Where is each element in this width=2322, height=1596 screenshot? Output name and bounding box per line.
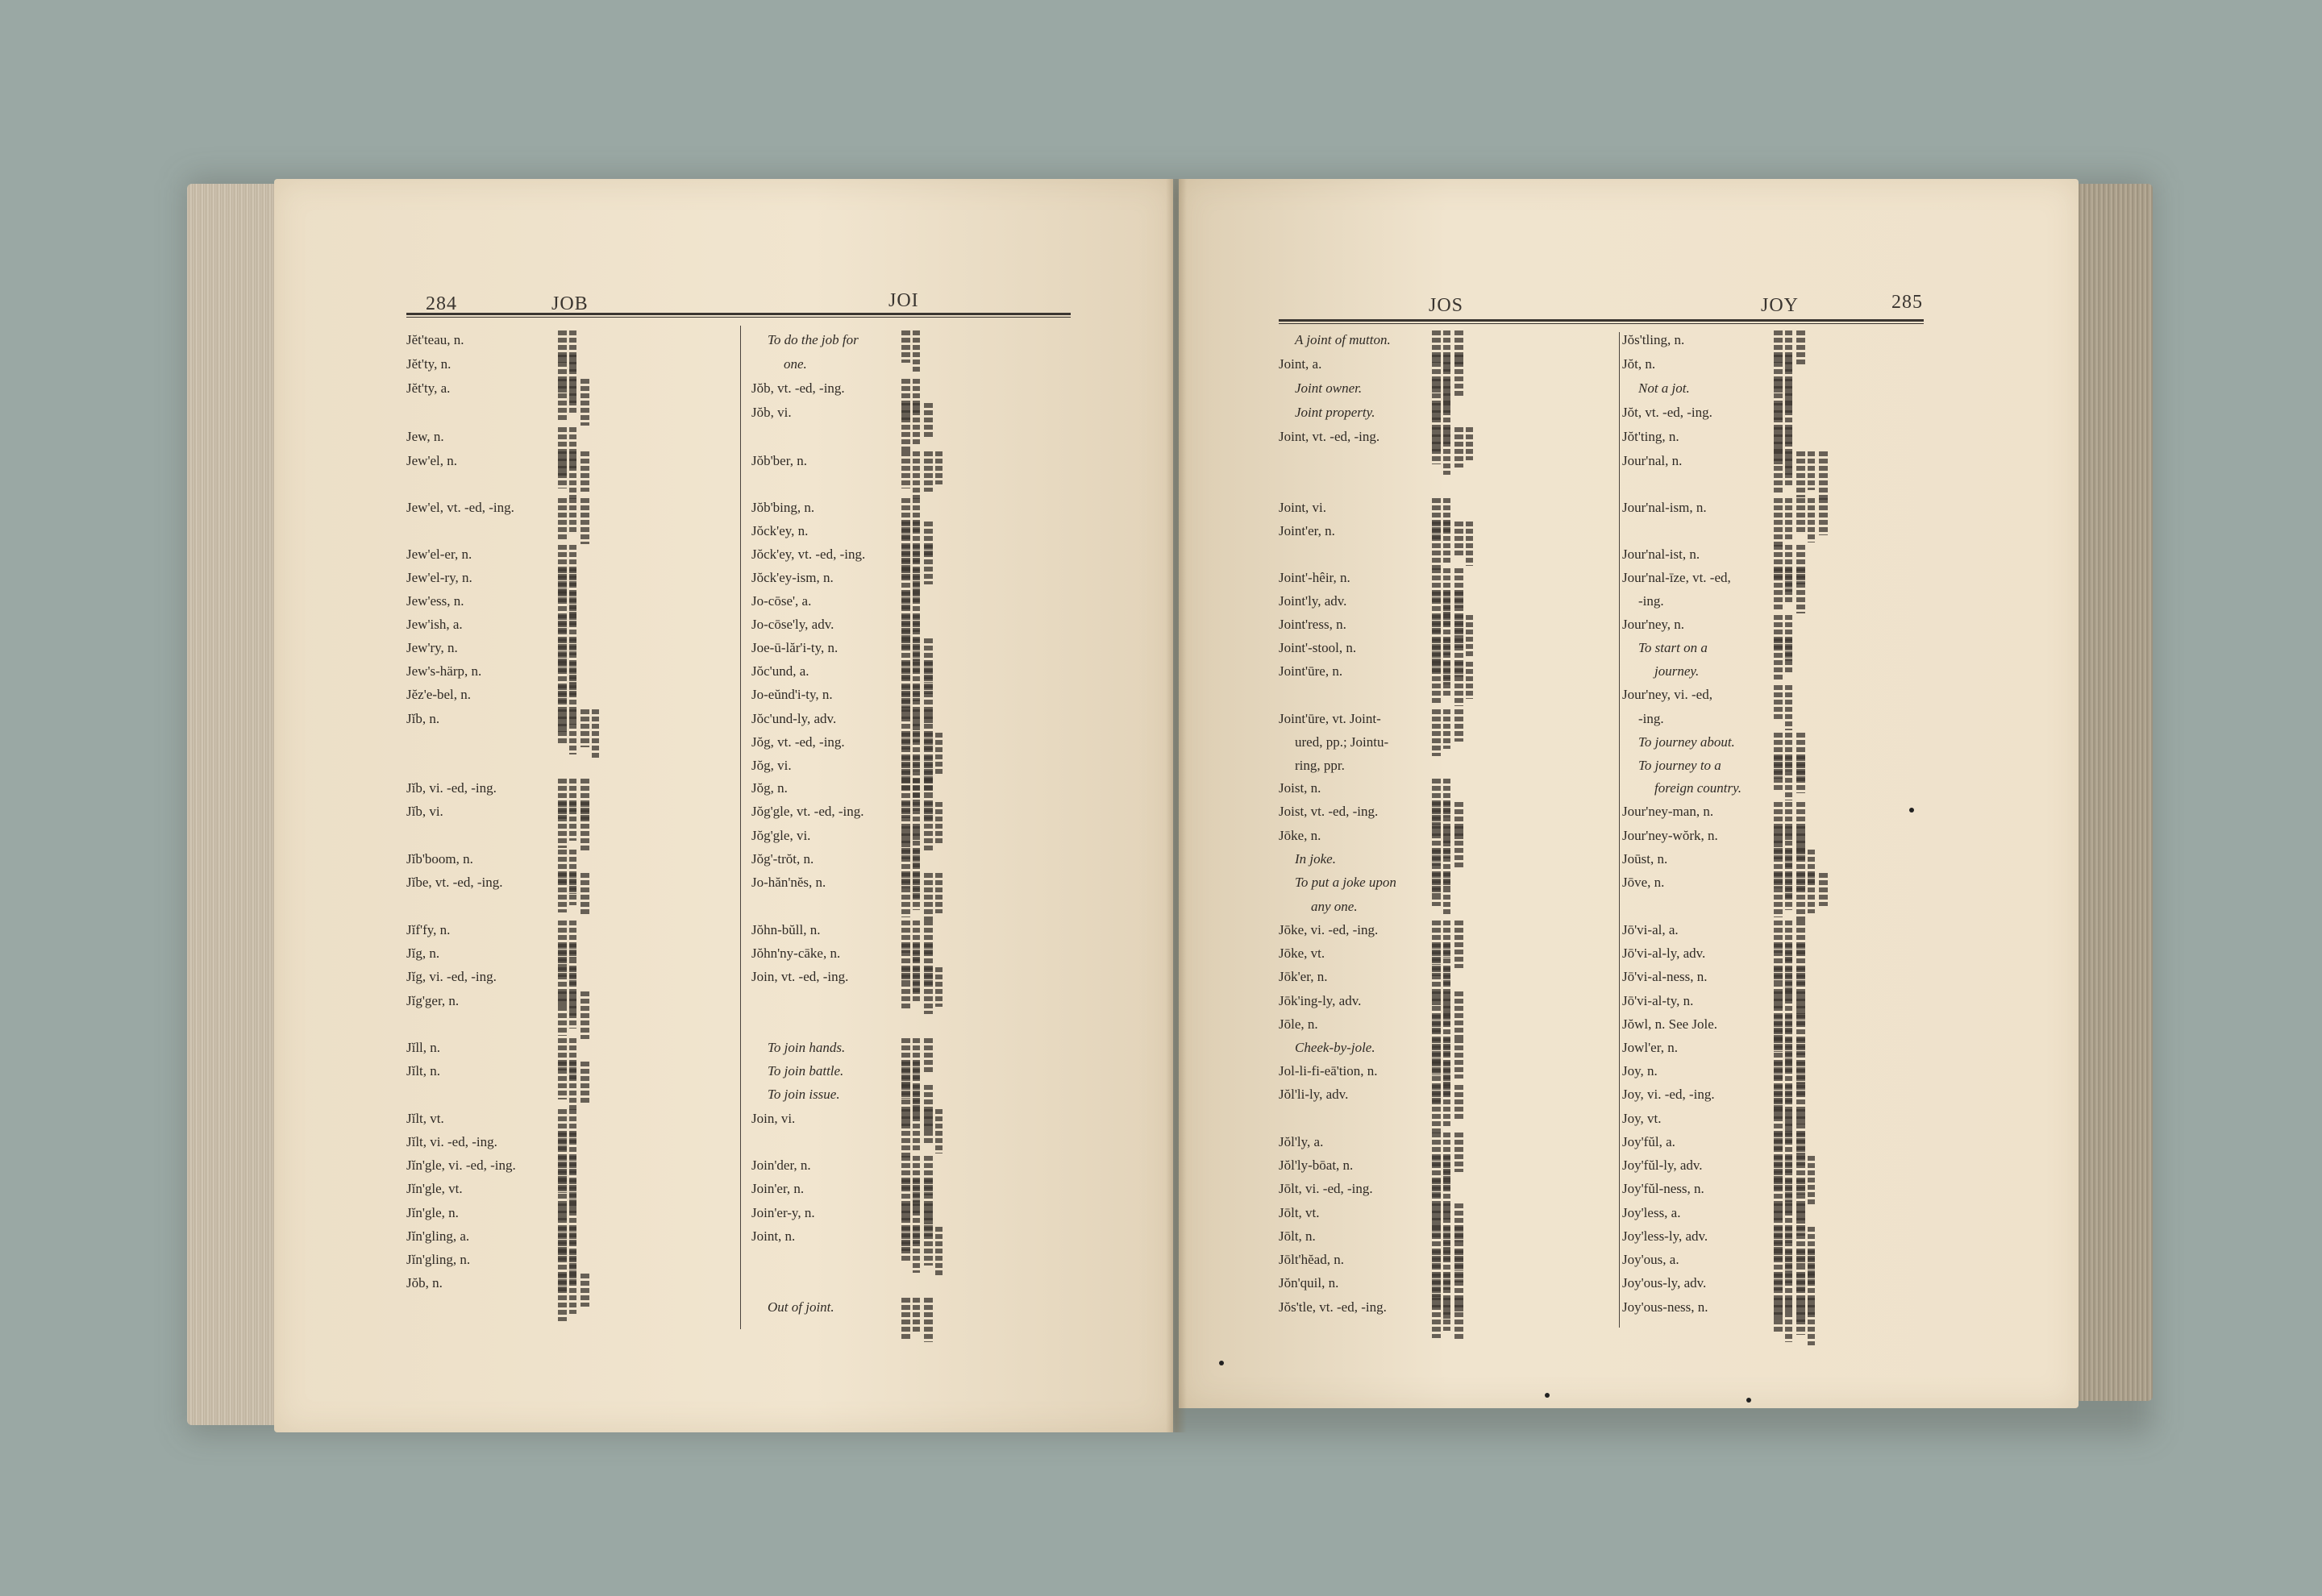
japanese-gloss-column bbox=[1432, 1298, 1441, 1338]
japanese-gloss-column bbox=[1432, 522, 1441, 570]
japanese-gloss-column bbox=[1443, 662, 1450, 696]
japanese-gloss-column bbox=[580, 873, 589, 916]
japanese-gloss-column bbox=[1808, 1298, 1815, 1345]
dictionary-headword: Jōve, n. bbox=[1622, 875, 1665, 890]
dictionary-headword: Jŏs'tle, vt. -ed, -ing. bbox=[1279, 1299, 1387, 1315]
japanese-gloss-column bbox=[1808, 873, 1815, 913]
ink-speck bbox=[1219, 1361, 1224, 1365]
japanese-gloss-column bbox=[901, 403, 910, 452]
dictionary-headword: Joy'less-ly, adv. bbox=[1622, 1228, 1708, 1244]
dictionary-headword: Jĭg, vi. -ed, -ing. bbox=[406, 969, 497, 984]
dictionary-headword: Joy'ous-ly, adv. bbox=[1622, 1275, 1707, 1291]
dictionary-headword: Jĭb, n. bbox=[406, 711, 440, 726]
japanese-gloss-column bbox=[558, 379, 567, 422]
japanese-gloss-column bbox=[1785, 873, 1792, 910]
japanese-gloss-column bbox=[569, 709, 576, 754]
japanese-gloss-column bbox=[580, 379, 589, 426]
japanese-gloss-column bbox=[901, 451, 910, 488]
japanese-gloss-column bbox=[1774, 498, 1783, 547]
japanese-gloss-column bbox=[901, 1227, 910, 1262]
dictionary-headword: Joy, vt. bbox=[1622, 1111, 1662, 1126]
japanese-gloss-column bbox=[569, 802, 576, 841]
japanese-gloss-column bbox=[935, 967, 943, 1007]
dictionary-headword: Jōke, n. bbox=[1279, 828, 1321, 843]
japanese-gloss-column bbox=[580, 709, 589, 747]
japanese-gloss-column bbox=[1454, 522, 1463, 555]
japanese-gloss-column bbox=[569, 379, 576, 415]
page-edges-left bbox=[187, 184, 284, 1425]
japanese-gloss-column bbox=[1796, 498, 1805, 532]
japanese-gloss-column bbox=[580, 991, 589, 1039]
japanese-gloss-column bbox=[1819, 498, 1828, 535]
dictionary-headword: Jour'nal-īze, vt. -ed, bbox=[1622, 570, 1731, 585]
dictionary-headword: Jĭb, vi. -ed, -ing. bbox=[406, 780, 497, 796]
japanese-gloss-column bbox=[1466, 522, 1473, 566]
dictionary-headword: Jŏck'ey-ism, n. bbox=[751, 570, 834, 585]
japanese-gloss-column bbox=[1774, 638, 1783, 680]
dictionary-headword: Join'der, n. bbox=[751, 1158, 811, 1173]
dictionary-headword: Joe-ū-lăr'i-ty, n. bbox=[751, 640, 838, 655]
ink-speck bbox=[1909, 808, 1914, 813]
page-edges-right bbox=[2076, 184, 2153, 1401]
japanese-gloss-column bbox=[580, 1274, 589, 1307]
japanese-gloss-column bbox=[1808, 1156, 1815, 1205]
japanese-gloss-column bbox=[1785, 638, 1792, 672]
left-guide-word-last: JOI bbox=[888, 290, 919, 311]
dictionary-headword: Jour'nal-ism, n. bbox=[1622, 500, 1707, 515]
dictionary-headword: Joy'less, a. bbox=[1622, 1205, 1681, 1220]
japanese-gloss-column bbox=[1443, 873, 1450, 916]
japanese-gloss-column bbox=[924, 1298, 933, 1342]
left-column-rule bbox=[740, 326, 741, 1329]
dictionary-headword: Joint'ly, adv. bbox=[1279, 593, 1347, 609]
japanese-gloss-column bbox=[1443, 522, 1450, 563]
dictionary-headword: Jĕz'e-bel, n. bbox=[406, 687, 471, 702]
japanese-gloss-column bbox=[1432, 873, 1441, 906]
dictionary-headword: -ing. bbox=[1638, 711, 1664, 726]
dictionary-headword: foreign country. bbox=[1654, 780, 1742, 796]
dictionary-headword: Jŏb, vt. -ed, -ing. bbox=[751, 380, 845, 396]
japanese-gloss-column bbox=[1796, 451, 1805, 497]
dictionary-headword: Jĭb'boom, n. bbox=[406, 851, 473, 867]
dictionary-headword: Joy'ous, a. bbox=[1622, 1252, 1679, 1267]
dictionary-headword: Jĭn'gling, a. bbox=[406, 1228, 470, 1244]
japanese-gloss-column bbox=[924, 403, 933, 438]
right-column-rule bbox=[1619, 332, 1620, 1328]
japanese-gloss-column bbox=[901, 1298, 910, 1339]
dictionary-headword: Joint property. bbox=[1295, 405, 1375, 420]
left-header-rule bbox=[406, 313, 1071, 318]
japanese-gloss-column bbox=[935, 1109, 943, 1153]
japanese-gloss-column bbox=[558, 709, 567, 744]
dictionary-headword: Jĭll, n. bbox=[406, 1040, 441, 1055]
left-guide-word-first: JOB bbox=[551, 293, 589, 314]
japanese-gloss-column bbox=[935, 451, 943, 484]
japanese-gloss-column bbox=[1432, 1085, 1441, 1133]
japanese-gloss-column bbox=[569, 991, 576, 1029]
japanese-gloss-column bbox=[569, 451, 576, 499]
japanese-gloss-column bbox=[1796, 330, 1805, 366]
dictionary-headword: Jŏg'gle, vt. -ed, -ing. bbox=[751, 804, 864, 819]
japanese-gloss-column bbox=[569, 1274, 576, 1314]
dictionary-headword: Jŏt, n. bbox=[1622, 356, 1656, 372]
japanese-gloss-column bbox=[1454, 1085, 1463, 1119]
dictionary-headword: Jŏt'ting, n. bbox=[1622, 429, 1679, 444]
dictionary-headword: Jŏn'quil, n. bbox=[1279, 1275, 1339, 1291]
japanese-gloss-column bbox=[913, 330, 920, 373]
japanese-gloss-column bbox=[1443, 1298, 1450, 1331]
dictionary-headword: Jew'ry, n. bbox=[406, 640, 458, 655]
japanese-gloss-column bbox=[1774, 873, 1783, 917]
dictionary-headword: Jour'ney-man, n. bbox=[1622, 804, 1714, 819]
dictionary-headword: To journey about. bbox=[1638, 734, 1735, 750]
dictionary-headword: Jew'ess, n. bbox=[406, 593, 464, 609]
dictionary-headword: Jĭn'gle, vi. -ed, -ing. bbox=[406, 1158, 516, 1173]
dictionary-headword: Jew's-härp, n. bbox=[406, 663, 482, 679]
japanese-gloss-column bbox=[1819, 451, 1828, 501]
dictionary-headword: Jĭlt, n. bbox=[406, 1063, 441, 1079]
japanese-gloss-column bbox=[924, 1109, 933, 1143]
japanese-gloss-column bbox=[558, 1274, 567, 1321]
dictionary-headword: any one. bbox=[1311, 899, 1358, 914]
japanese-gloss-column bbox=[580, 1062, 589, 1103]
ink-speck bbox=[1545, 1393, 1550, 1398]
japanese-gloss-column bbox=[1466, 615, 1473, 659]
japanese-gloss-column bbox=[924, 802, 933, 850]
japanese-gloss-column bbox=[913, 403, 920, 445]
dictionary-headword: Joy'fŭl, a. bbox=[1622, 1134, 1675, 1149]
dictionary-headword: Jŏwl, n. See Jole. bbox=[1622, 1016, 1718, 1032]
japanese-gloss-column bbox=[1443, 427, 1450, 475]
dictionary-headword: Joist, n. bbox=[1279, 780, 1321, 796]
japanese-gloss-column bbox=[935, 802, 943, 843]
dictionary-headword: Joint'-stool, n. bbox=[1279, 640, 1357, 655]
dictionary-headword: Jour'ney-wŏrk, n. bbox=[1622, 828, 1718, 843]
japanese-gloss-column bbox=[1454, 662, 1463, 706]
japanese-gloss-column bbox=[1774, 568, 1783, 610]
japanese-gloss-column bbox=[1785, 756, 1792, 800]
japanese-gloss-column bbox=[1432, 709, 1441, 756]
japanese-gloss-column bbox=[913, 1227, 920, 1273]
japanese-gloss-column bbox=[901, 967, 910, 1011]
japanese-gloss-column bbox=[558, 802, 567, 848]
japanese-gloss-column bbox=[924, 873, 933, 921]
dictionary-headword: Jŏl'li-ly, adv. bbox=[1279, 1087, 1349, 1102]
dictionary-headword: Jŏc'und, a. bbox=[751, 663, 809, 679]
dictionary-headword: Jour'nal, n. bbox=[1622, 453, 1683, 468]
japanese-gloss-column bbox=[1785, 568, 1792, 603]
dictionary-headword: Joint'ūre, vt. Joint- bbox=[1279, 711, 1381, 726]
dictionary-headword: Jōke, vt. bbox=[1279, 946, 1325, 961]
japanese-gloss-column bbox=[1432, 427, 1441, 464]
dictionary-headword: Jĭb, vi. bbox=[406, 804, 443, 819]
dictionary-headword: Jŏg'-trŏt, n. bbox=[751, 851, 814, 867]
dictionary-headword: Jō'vi-al-ness, n. bbox=[1622, 969, 1708, 984]
dictionary-headword: Jō'vi-al, a. bbox=[1622, 922, 1679, 937]
japanese-gloss-column bbox=[1454, 1298, 1463, 1341]
dictionary-headword: A joint of mutton. bbox=[1295, 332, 1391, 347]
dictionary-headword: To join hands. bbox=[768, 1040, 846, 1055]
dictionary-headword: To start on a bbox=[1638, 640, 1708, 655]
japanese-gloss-column bbox=[913, 1298, 920, 1332]
japanese-gloss-column bbox=[558, 873, 567, 912]
dictionary-headword: Jĭn'gling, n. bbox=[406, 1252, 471, 1267]
dictionary-headword: Jōk'ing-ly, adv. bbox=[1279, 993, 1362, 1008]
dictionary-headword: Jew'el, vt. -ed, -ing. bbox=[406, 500, 514, 515]
dictionary-headword: ring, ppr. bbox=[1295, 758, 1345, 773]
japanese-gloss-column bbox=[1466, 662, 1473, 699]
japanese-gloss-column bbox=[580, 498, 589, 544]
dictionary-headword: Jō'vi-al-ty, n. bbox=[1622, 993, 1694, 1008]
dictionary-headword: Jōk'er, n. bbox=[1279, 969, 1328, 984]
dictionary-headword: Jŏg, vi. bbox=[751, 758, 792, 773]
dictionary-headword: Joy, n. bbox=[1622, 1063, 1658, 1079]
dictionary-headword: Out of joint. bbox=[768, 1299, 834, 1315]
japanese-gloss-column bbox=[1785, 685, 1792, 730]
dictionary-headword: journey. bbox=[1654, 663, 1700, 679]
dictionary-headword: Jĭbe, vt. -ed, -ing. bbox=[406, 875, 503, 890]
japanese-gloss-column bbox=[924, 967, 933, 1014]
dictionary-headword: Jew, n. bbox=[406, 429, 444, 444]
dictionary-headword: Join'er-y, n. bbox=[751, 1205, 815, 1220]
japanese-gloss-column bbox=[924, 451, 933, 492]
dictionary-headword: Jo-cōse', a. bbox=[751, 593, 812, 609]
japanese-gloss-column bbox=[569, 873, 576, 905]
dictionary-headword: Jĭn'gle, n. bbox=[406, 1205, 459, 1220]
japanese-gloss-column bbox=[558, 1062, 567, 1099]
dictionary-headword: Jĭf'fy, n. bbox=[406, 922, 451, 937]
dictionary-headword: To journey to a bbox=[1638, 758, 1721, 773]
dictionary-headword: Join'er, n. bbox=[751, 1181, 805, 1196]
japanese-gloss-column bbox=[913, 873, 920, 910]
right-guide-word-last: JOY bbox=[1761, 295, 1800, 316]
dictionary-headword: Joist, vt. -ed, -ing. bbox=[1279, 804, 1379, 819]
japanese-gloss-column bbox=[1443, 1085, 1450, 1126]
dictionary-headword: To join battle. bbox=[768, 1063, 844, 1079]
dictionary-headword: Joint'ress, n. bbox=[1279, 617, 1346, 632]
dictionary-headword: In joke. bbox=[1295, 851, 1336, 867]
japanese-gloss-column bbox=[1796, 1298, 1805, 1335]
japanese-gloss-column bbox=[913, 967, 920, 1004]
dictionary-headword: Jŏg, vt. -ed, -ing. bbox=[751, 734, 845, 750]
dictionary-headword: Jour'ney, n. bbox=[1622, 617, 1685, 632]
dictionary-headword: Jour'nal-ist, n. bbox=[1622, 547, 1700, 562]
japanese-gloss-column bbox=[1785, 498, 1792, 539]
dictionary-headword: Jŏck'ey, n. bbox=[751, 523, 809, 538]
dictionary-headword: Jĕt'ty, n. bbox=[406, 356, 452, 372]
japanese-gloss-column bbox=[1796, 756, 1805, 793]
dictionary-headword: Jo-eŭnd'i-ty, n. bbox=[751, 687, 833, 702]
dictionary-headword: Jo-cōse'ly, adv. bbox=[751, 617, 834, 632]
dictionary-headword: Joint'-hêir, n. bbox=[1279, 570, 1350, 585]
dictionary-headword: Jŏl'ly-bōat, n. bbox=[1279, 1158, 1354, 1173]
japanese-gloss-column bbox=[1454, 1038, 1463, 1079]
japanese-gloss-column bbox=[1454, 826, 1463, 869]
japanese-gloss-column bbox=[558, 498, 567, 541]
japanese-gloss-column bbox=[1454, 991, 1463, 1038]
japanese-gloss-column bbox=[1454, 427, 1463, 468]
japanese-gloss-column bbox=[935, 733, 943, 775]
japanese-gloss-column bbox=[1454, 1133, 1463, 1172]
dictionary-headword: Jŏb, vi. bbox=[751, 405, 792, 420]
dictionary-headword: Jowl'er, n. bbox=[1622, 1040, 1678, 1055]
dictionary-headword: Joūst, n. bbox=[1622, 851, 1668, 867]
dictionary-headword: Jōle, n. bbox=[1279, 1016, 1318, 1032]
japanese-gloss-column bbox=[924, 545, 933, 584]
japanese-gloss-column bbox=[580, 802, 589, 851]
dictionary-headword: To put a joke upon bbox=[1295, 875, 1396, 890]
dictionary-headword: Jew'ish, a. bbox=[406, 617, 463, 632]
dictionary-headword: Jōlt, vi. -ed, -ing. bbox=[1279, 1181, 1373, 1196]
japanese-gloss-column bbox=[901, 330, 910, 363]
dictionary-headword: Joint, a. bbox=[1279, 356, 1322, 372]
dictionary-headword: Jĕt'ty, a. bbox=[406, 380, 451, 396]
japanese-gloss-column bbox=[592, 709, 599, 758]
japanese-gloss-column bbox=[924, 1227, 933, 1266]
japanese-gloss-column bbox=[580, 451, 589, 492]
dictionary-headword: one. bbox=[784, 356, 807, 372]
right-page-number: 285 bbox=[1891, 292, 1923, 313]
dictionary-headword: Jol-li-fi-eā'tion, n. bbox=[1279, 1063, 1378, 1079]
japanese-gloss-column bbox=[924, 1038, 933, 1073]
dictionary-headword: Jŏg, n. bbox=[751, 780, 788, 796]
dictionary-headword: Join, vt. -ed, -ing. bbox=[751, 969, 849, 984]
right-guide-word-first: JOS bbox=[1429, 295, 1464, 316]
japanese-gloss-column bbox=[935, 1227, 943, 1276]
dictionary-headword: Joint owner. bbox=[1295, 380, 1363, 396]
japanese-gloss-column bbox=[913, 451, 920, 499]
japanese-gloss-column bbox=[1785, 1298, 1792, 1342]
japanese-gloss-column bbox=[1774, 451, 1783, 494]
japanese-gloss-column bbox=[1454, 709, 1463, 742]
dictionary-headword: Jĕt'teau, n. bbox=[406, 332, 464, 347]
dictionary-headword: Jōlt, n. bbox=[1279, 1228, 1316, 1244]
dictionary-headword: Jŏb, n. bbox=[406, 1275, 443, 1291]
japanese-gloss-column bbox=[558, 451, 567, 488]
dictionary-headword: Jour'ney, vi. -ed, bbox=[1622, 687, 1712, 702]
dictionary-headword: Jew'el-er, n. bbox=[406, 547, 472, 562]
dictionary-headword: Jŏck'ey, vt. -ed, -ing. bbox=[751, 547, 866, 562]
japanese-gloss-column bbox=[1785, 451, 1792, 487]
dictionary-headword: Jĭg, n. bbox=[406, 946, 440, 961]
dictionary-headword: Jōke, vi. -ed, -ing. bbox=[1279, 922, 1379, 937]
japanese-gloss-column bbox=[1774, 756, 1783, 790]
japanese-gloss-column bbox=[1808, 498, 1815, 542]
japanese-gloss-column bbox=[1454, 921, 1463, 968]
dictionary-headword: -ing. bbox=[1638, 593, 1664, 609]
japanese-gloss-column bbox=[1819, 873, 1828, 906]
japanese-gloss-column bbox=[1454, 355, 1463, 396]
japanese-gloss-column bbox=[558, 991, 567, 1036]
dictionary-headword: Jŏl'ly, a. bbox=[1279, 1134, 1324, 1149]
dictionary-headword: To do the job for bbox=[768, 332, 859, 347]
dictionary-headword: Joy'fŭl-ness, n. bbox=[1622, 1181, 1704, 1196]
dictionary-headword: Jĭlt, vi. -ed, -ing. bbox=[406, 1134, 497, 1149]
japanese-gloss-column bbox=[1774, 1298, 1783, 1332]
dictionary-headword: Jōlt'hĕad, n. bbox=[1279, 1252, 1344, 1267]
dictionary-headword: Jĭlt, vt. bbox=[406, 1111, 444, 1126]
japanese-gloss-column bbox=[901, 873, 910, 917]
left-page-number: 284 bbox=[426, 293, 457, 314]
dictionary-headword: Joint'ūre, n. bbox=[1279, 663, 1343, 679]
dictionary-headword: Joy, vi. -ed, -ing. bbox=[1622, 1087, 1715, 1102]
dictionary-headword: Jŏhn'ny-cāke, n. bbox=[751, 946, 841, 961]
japanese-gloss-column bbox=[1443, 709, 1450, 749]
dictionary-headword: Joint, vt. -ed, -ing. bbox=[1279, 429, 1380, 444]
dictionary-headword: Jew'el, n. bbox=[406, 453, 458, 468]
dictionary-headword: Jŏt, vt. -ed, -ing. bbox=[1622, 405, 1712, 420]
dictionary-headword: Jŏhn-bŭll, n. bbox=[751, 922, 821, 937]
japanese-gloss-column bbox=[1774, 685, 1783, 720]
dictionary-headword: ured, pp.; Jointu- bbox=[1295, 734, 1389, 750]
dictionary-headword: Jōlt, vt. bbox=[1279, 1205, 1320, 1220]
dictionary-headword: Join, vi. bbox=[751, 1111, 796, 1126]
book-gutter bbox=[1166, 179, 1187, 1432]
dictionary-headword: Jŏb'ber, n. bbox=[751, 453, 807, 468]
dictionary-headword: Cheek-by-jole. bbox=[1295, 1040, 1375, 1055]
dictionary-headword: Joint'er, n. bbox=[1279, 523, 1335, 538]
dictionary-headword: Joy'fŭl-ly, adv. bbox=[1622, 1158, 1703, 1173]
japanese-gloss-column bbox=[1432, 662, 1441, 703]
dictionary-headword: Joy'ous-ness, n. bbox=[1622, 1299, 1708, 1315]
dictionary-headword: Jŏb'bing, n. bbox=[751, 500, 815, 515]
japanese-gloss-column bbox=[935, 873, 943, 913]
japanese-gloss-column bbox=[1466, 427, 1473, 460]
japanese-gloss-column bbox=[1796, 568, 1805, 613]
dictionary-headword: Jŏs'tling, n. bbox=[1622, 332, 1685, 347]
dictionary-headword: Not a jot. bbox=[1638, 380, 1690, 396]
dictionary-headword: Jō'vi-al-ly, adv. bbox=[1622, 946, 1706, 961]
dictionary-headword: Joint, vi. bbox=[1279, 500, 1327, 515]
dictionary-headword: Jĭn'gle, vt. bbox=[406, 1181, 463, 1196]
japanese-gloss-column bbox=[1796, 873, 1805, 921]
right-header-rule bbox=[1279, 319, 1924, 324]
japanese-gloss-column bbox=[569, 498, 576, 534]
dictionary-headword: To join issue. bbox=[768, 1087, 840, 1102]
dictionary-headword: Jŏg'gle, vi. bbox=[751, 828, 811, 843]
japanese-gloss-column bbox=[901, 1109, 910, 1158]
dictionary-headword: Jŏc'und-ly, adv. bbox=[751, 711, 837, 726]
dictionary-headword: Joint, n. bbox=[751, 1228, 796, 1244]
japanese-gloss-column bbox=[1808, 451, 1815, 490]
japanese-gloss-column bbox=[913, 1109, 920, 1150]
dictionary-headword: Jĭg'ger, n. bbox=[406, 993, 460, 1008]
dictionary-headword: Jew'el-ry, n. bbox=[406, 570, 472, 585]
japanese-gloss-column bbox=[569, 1062, 576, 1110]
ink-speck bbox=[1746, 1398, 1751, 1403]
dictionary-headword: Jo-hăn'nĕs, n. bbox=[751, 875, 826, 890]
